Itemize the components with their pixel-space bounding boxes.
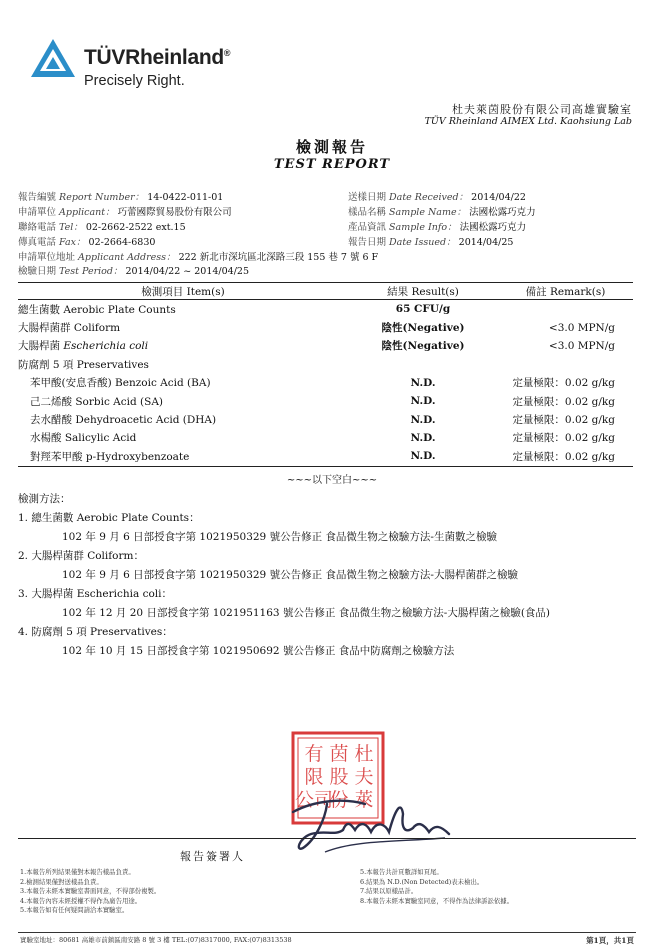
remark-cell: 定量極限：0.02 g/kg (498, 447, 633, 466)
note-line: 3.本報告未經本實驗室書面同意，不得部份複製。 (20, 887, 161, 895)
svg-text:份: 份 (329, 789, 349, 811)
blank-below-marker: ~~~以下空白~~~ (286, 475, 378, 486)
svg-text:杜: 杜 (354, 743, 374, 765)
report-title-zh: 檢測報告 (295, 138, 368, 156)
tuv-triangle-logo-icon (30, 38, 76, 78)
svg-text:股: 股 (329, 766, 349, 788)
notes-right (360, 868, 513, 906)
results-row (18, 410, 633, 428)
method-head: 3. 大腸桿菌 Escherichia coli： (18, 588, 172, 600)
meta-sample-info: 產品資訊 Sample Info： 法國松露巧克力 (348, 222, 527, 233)
item-name-en: Benzoic Acid (BA) (115, 377, 211, 390)
note-line: 7.結果以原樣品計。 (360, 887, 418, 895)
item-name-zh: 大腸桿菌 (18, 340, 60, 353)
item-name-zh: 己二烯酸 (30, 395, 72, 408)
header-result: 結果 Result(s) (348, 283, 498, 300)
lab-name-zh: 杜夫萊茵股份有限公司高雄實驗室 (452, 103, 632, 116)
results-row (18, 429, 633, 447)
test-methods (18, 490, 638, 661)
header-item: 檢測項目 Item(s) (18, 283, 348, 300)
method-item (18, 509, 638, 547)
method-body: 102 年 10 月 15 日部授食字第 1021950692 號公告修正 食品中防腐劑之檢驗方法 (62, 645, 455, 657)
item-name-zh: 去水醋酸 (30, 414, 72, 427)
item-name-zh: 苯甲酸(安息香酸) (30, 377, 112, 390)
item-name-en: Salicylic Acid (64, 432, 137, 445)
remark-cell: <3.0 MPN/g (548, 321, 615, 334)
meta-sample-name: 樣品名稱 Sample Name： 法國松露巧克力 (348, 207, 536, 218)
brand-tagline: Precisely Right. (84, 73, 185, 89)
item-cell (18, 374, 348, 392)
handwritten-signature (285, 790, 455, 860)
results-row (18, 300, 633, 319)
method-item (18, 623, 638, 661)
note-line: 1.本報告所列結果僅對本報告樣品負責。 (20, 868, 135, 876)
meta-date-issued: 報告日期 Date Issued： 2014/04/25 (348, 237, 514, 248)
footer-line (18, 932, 636, 933)
result-cell: N.D. (410, 376, 436, 389)
note-line: 5.本報告共計頁數詳如頁尾。 (360, 868, 443, 876)
meta-fax: 傳真電話 Fax： 02-2664-6830 (18, 237, 156, 248)
meta-tel: 聯絡電話 Tel： 02-2662-2522 ext.15 (18, 222, 186, 233)
method-body: 102 年 9 月 6 日部授食字第 1021950329 號公告修正 食品微生物之檢驗方法-大腸桿菌群之檢驗 (62, 569, 518, 581)
result-cell: 陰性(Negative) (381, 340, 465, 353)
brand-name: TÜVRheinland® (84, 46, 231, 69)
note-line: 2.檢測結果僅對送樣品負責。 (20, 877, 103, 886)
item-cell (18, 447, 348, 466)
item-name-en: Escherichia coli (63, 340, 149, 353)
method-body: 102 年 12 月 20 日部授食字第 1021951163 號公告修正 食品微生物之檢驗方法-大腸桿菌之檢驗(食品) (62, 607, 551, 619)
result-cell: N.D. (410, 395, 436, 408)
remark-cell: 定量極限：0.02 g/kg (512, 395, 615, 408)
item-name-zh: 大腸桿菌群 (18, 322, 71, 335)
note-line: 6.結果為 N.D.(Non Detected)表未檢出。 (360, 877, 484, 886)
item-name-en: Coliform (73, 322, 121, 335)
results-header-row (18, 283, 633, 300)
note-line: 5.本報告如有任何疑問請洽本實驗室。 (20, 906, 129, 914)
results-row (18, 318, 633, 336)
result-cell: N.D. (348, 447, 498, 466)
meta-test-period: 檢驗日期 Test Period： 2014/04/22 ~ 2014/04/25 (18, 266, 249, 277)
method-body: 102 年 9 月 6 日部授食字第 1021950329 號公告修正 食品微生物之檢驗方法-生菌數之檢驗 (62, 531, 497, 543)
meta-date-received: 送樣日期 Date Received： 2014/04/22 (348, 192, 526, 203)
item-cell (18, 429, 348, 447)
result-cell: 陰性(Negative) (381, 322, 465, 335)
header-remark: 備註 Remark(s) (498, 283, 633, 300)
note-line: 8.本報告未經本實驗室同意，不得作為法律訴訟依據。 (360, 896, 514, 905)
svg-text:夫: 夫 (354, 766, 374, 788)
item-name-en: p-Hydroxybenzoate (85, 450, 190, 463)
item-name-en: Dehydroacetic Acid (DHA) (75, 414, 217, 427)
methods-title: 檢測方法： (18, 493, 71, 505)
method-item (18, 547, 638, 585)
meta-address: 申請單位地址 Applicant Address： 222 新北市深坑區北深路三段 155 巷 7 號 6 F (18, 252, 379, 263)
results-row (18, 355, 633, 373)
results-row (18, 392, 633, 410)
result-cell (348, 355, 498, 373)
item-name-zh: 總生菌數 (18, 303, 60, 316)
notes-left (20, 868, 160, 916)
result-cell: N.D. (410, 413, 436, 426)
results-table (18, 282, 633, 467)
note-line: 4.本報告內容未經授權不得作為廣告用途。 (20, 896, 142, 905)
svg-text:茵: 茵 (329, 743, 349, 765)
result-cell: 65 CFU/g (395, 303, 451, 316)
item-name-en: Preservatives (76, 358, 149, 371)
signatory-label: 報告簽署人 (180, 850, 245, 863)
remark-cell (498, 355, 633, 373)
remark-cell (498, 300, 633, 319)
footer-address: 實驗室地址：80681 高雄市前鎮區南安路 8 號 3 樓 TEL:(07)8317000, FAX:(07)8313538 (20, 936, 292, 944)
item-name-en: Aerobic Plate Counts (63, 303, 176, 316)
svg-text:有: 有 (304, 743, 324, 765)
item-cell (18, 337, 348, 355)
results-row (18, 447, 633, 466)
svg-text:公司: 公司 (294, 789, 334, 811)
results-row (18, 337, 633, 355)
item-cell (18, 355, 348, 373)
svg-text:萊: 萊 (354, 789, 374, 811)
item-name-zh: 防腐劑 5 項 (18, 358, 74, 371)
item-cell (18, 318, 348, 336)
item-name-zh: 水楊酸 (30, 432, 62, 445)
signature-line (18, 838, 636, 839)
remark-cell: 定量極限：0.02 g/kg (512, 432, 615, 445)
item-cell (18, 410, 348, 428)
meta-report-number: 報告編號 Report Number： 14-0422-011-01 (18, 192, 224, 203)
results-row (18, 374, 633, 392)
item-name-zh: 對羥苯甲酸 (30, 450, 83, 463)
method-head: 1. 總生菌數 Aerobic Plate Counts： (18, 512, 200, 524)
lab-name-en: TÜV Rheinland AIMEX Ltd. Kaohsiung Lab (424, 116, 632, 127)
item-cell (18, 300, 348, 319)
method-head: 2. 大腸桿菌群 Coliform： (18, 550, 144, 562)
report-title-en: TEST REPORT (273, 157, 391, 172)
result-cell: N.D. (410, 431, 436, 444)
remark-cell: <3.0 MPN/g (548, 339, 615, 352)
remark-cell: 定量極限：0.02 g/kg (512, 377, 615, 390)
method-head: 4. 防腐劑 5 項 Preservatives： (18, 626, 173, 638)
meta-applicant: 申請單位 Applicant： 巧蕾國際貿易股份有限公司 (18, 207, 232, 218)
remark-cell: 定量極限：0.02 g/kg (512, 414, 615, 427)
svg-text:限: 限 (304, 766, 324, 788)
method-item (18, 585, 638, 623)
page-indicator: 第1頁，共1頁 (586, 936, 634, 945)
item-cell (18, 392, 348, 410)
item-name-en: Sorbic Acid (SA) (75, 395, 164, 408)
